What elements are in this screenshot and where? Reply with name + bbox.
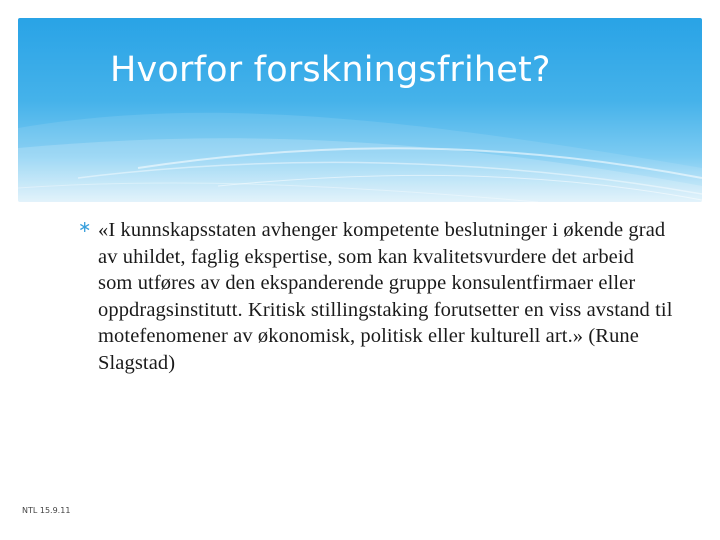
title-banner bbox=[18, 18, 702, 202]
asterisk-icon: ∗ bbox=[78, 217, 92, 236]
banner-wave-decoration bbox=[18, 18, 702, 202]
footer-date: NTL 15.9.11 bbox=[22, 506, 71, 515]
quote-text: «I kunnskapsstaten avhenger kompetente beslutninger i økende grad av uhildet, faglig ekspertise, som kan kvalitetsvurdere det arbeid som utføres av den ekspanderende gruppe konsulentfirmaer eller oppdragsinstitutt. Kritisk stillingstaking forutsetter en viss avstand til motefenomener av økonomisk, politisk eller kulturell art.» (Rune Slagstad) bbox=[98, 219, 673, 374]
slide-title: Hvorfor forskningsfrihet? bbox=[110, 50, 551, 90]
